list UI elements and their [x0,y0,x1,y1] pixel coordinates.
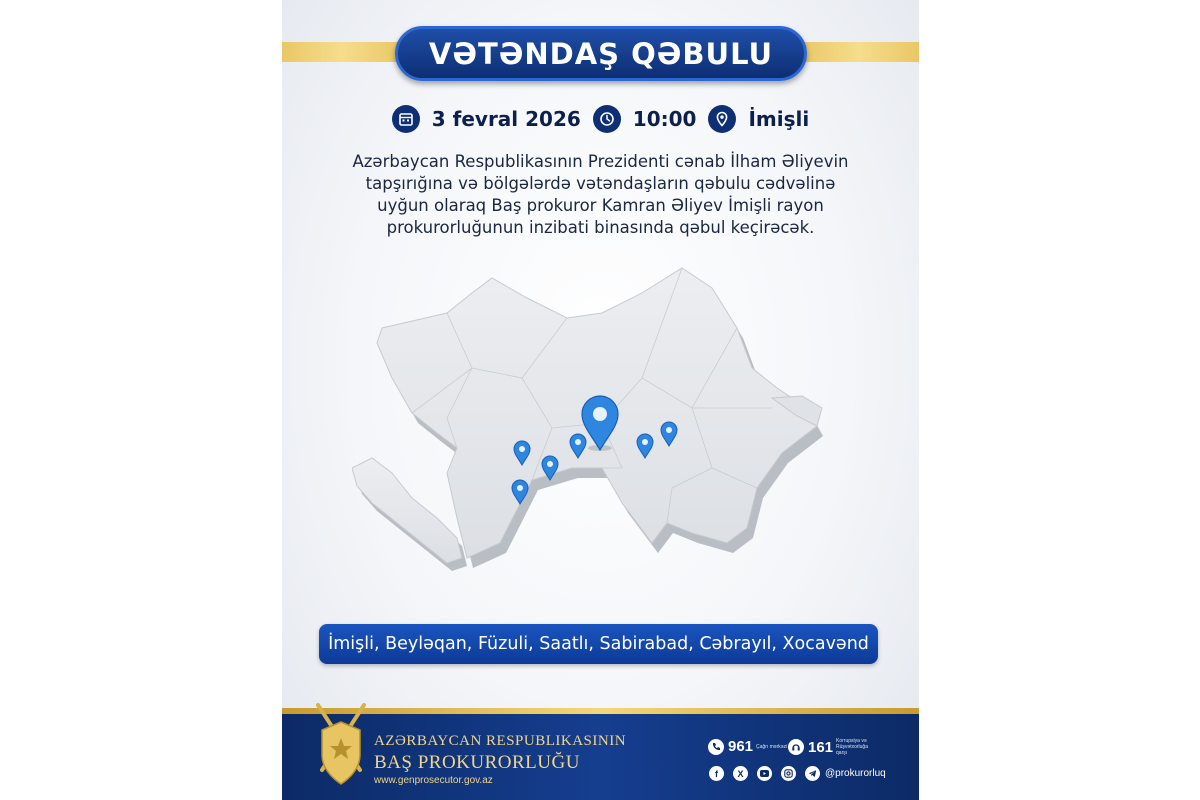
clock-icon [593,105,621,133]
map-nakhchivan [352,458,462,563]
title-gold-band-left [282,42,402,62]
hotline-label: Korrupsiya və Rüşvətxorluğa qarşı [836,738,868,756]
instagram-icon[interactable] [781,766,796,781]
announcement-line: Azərbaycan Respublikasının Prezidenti cənab İlham Əliyevin [352,152,849,171]
headset-icon [788,739,804,755]
prosecutor-emblem-icon [310,700,372,790]
announcement-line: tapşırığına və bölgələrdə vətəndaşların qəbulu cədvəlinə [365,174,836,193]
phone-icon [708,739,724,755]
location-pin-icon [708,105,736,133]
event-place: İmişli [748,107,810,131]
place-info [708,105,809,133]
org-name-line1: AZƏRBAYCAN RESPUBLIKASININ [374,733,627,749]
announcement-text [307,151,894,239]
announcement-line: uyğun olaraq Baş prokuror Kamran Əliyev İmişli rayon [377,196,824,215]
x-icon[interactable]: X [733,766,748,781]
calendar-icon [392,105,420,133]
title-gold-band-right [799,42,919,62]
social-links [709,766,886,781]
date-info [392,105,581,133]
districts-banner [319,624,878,664]
hotline-call-center[interactable] [708,738,794,755]
poster [282,0,919,800]
website-link[interactable]: www.genprosecutor.gov.az [374,775,493,786]
hotline-number: 961 [728,738,754,755]
org-name-line2: BAŞ PROKURORLUĞU [374,752,580,773]
hotline-anticorruption[interactable] [788,738,874,756]
telegram-icon[interactable] [805,766,820,781]
title-banner [395,26,807,81]
districts-list: İmişli, Beyləqan, Füzuli, Saatlı, Sabirabad, Cəbrayıl, Xocavənd [328,634,869,654]
time-info [593,105,697,133]
announcement-line: prokurorluğunun inzibati binasında qəbul keçirəcək. [386,218,815,237]
footer-gold-stripe [282,708,919,714]
social-handle[interactable]: @prokurorluq [825,768,886,779]
azerbaijan-map [352,258,832,608]
page-title: VƏTƏNDAŞ QƏBULU [428,36,774,71]
event-date: 3 fevral 2026 [431,107,581,131]
hotline-number: 161 [808,738,834,756]
hotline-label: Çağrı mərkəzi [756,743,788,750]
facebook-icon[interactable]: f [709,766,724,781]
event-info-row [282,105,919,133]
event-time: 10:00 [632,107,697,131]
youtube-icon[interactable] [757,766,772,781]
